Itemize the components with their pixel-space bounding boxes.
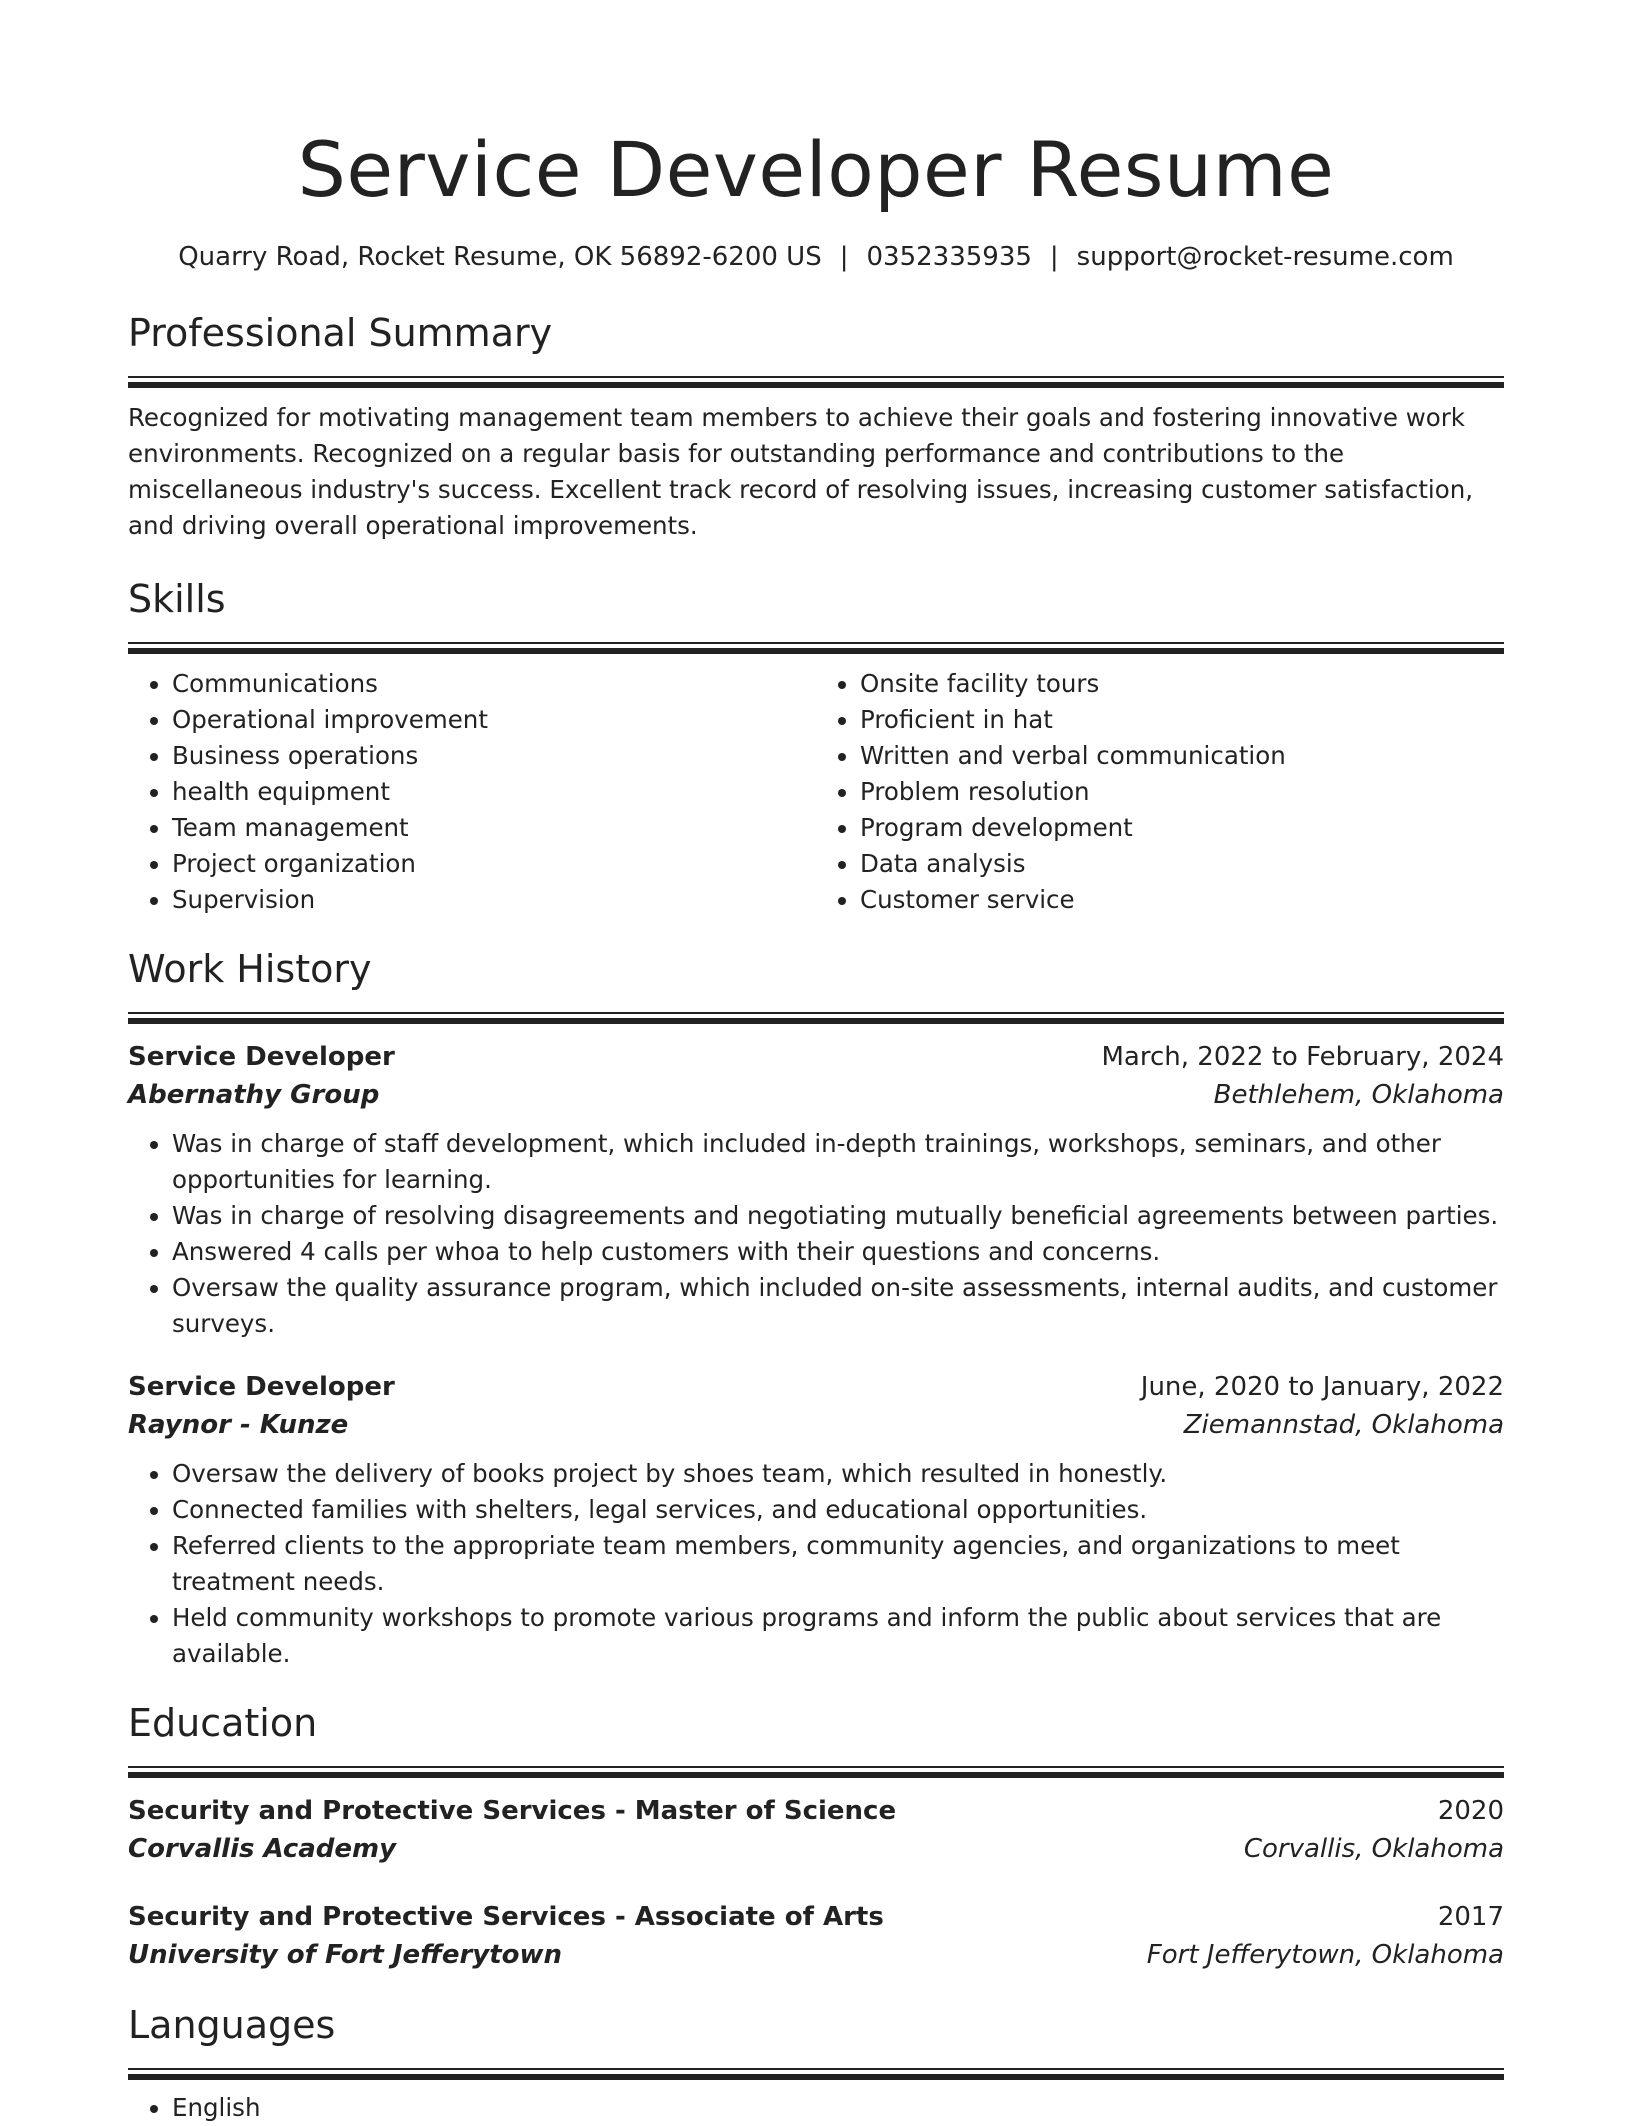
education-location: Fort Jefferytown, Oklahoma: [1146, 1940, 1504, 1970]
languages-section: [128, 2000, 1504, 2126]
language-item: • English: [172, 2090, 1504, 2126]
job-dates: June, 2020 to January, 2022: [1140, 1372, 1504, 1402]
education-header: [128, 1792, 1504, 1830]
skill-item: • Onsite facility tours: [860, 666, 1504, 702]
skills-list-right: [816, 666, 1504, 918]
education-school: University of Fort Jefferytown: [128, 1940, 563, 1970]
summary-text: Recognized for motivating management team members to achieve their goals and fostering innovative work environments. Recognized on a regular basis for outstanding performance and contributions to the miscellaneous industry's success. Excellent track record of resolving issues, increasing customer satisfaction, and driving overall operational improvements.: [128, 403, 1474, 540]
education-year: 2017: [1437, 1902, 1504, 1932]
skill-item: • Program development: [860, 810, 1504, 846]
job-company: Abernathy Group: [128, 1080, 380, 1110]
education-degree: Security and Protective Services - Master of Science: [128, 1796, 897, 1826]
contact-line: [128, 240, 1504, 274]
skill-item: • Project organization: [172, 846, 816, 882]
section-divider: [128, 1766, 1504, 1778]
education-location: Corvallis, Oklahoma: [1243, 1834, 1504, 1864]
job-bullet: • Oversaw the delivery of books project by shoes team, which resulted in honestly.: [172, 1456, 1504, 1492]
job-entry: [128, 1038, 1504, 1342]
skills-list-left: [128, 666, 816, 918]
section-title-work: Work History: [128, 947, 372, 991]
contact-email: support@rocket-resume.com: [1076, 242, 1454, 272]
job-header: [128, 1368, 1504, 1406]
section-divider: [128, 2068, 1504, 2080]
contact-separator: |: [839, 242, 849, 272]
job-bullets: [128, 1126, 1504, 1342]
skill-item: • Customer service: [860, 882, 1504, 918]
contact-phone: 0352335935: [866, 242, 1032, 272]
work-section: [128, 944, 1504, 1672]
skill-item: • Problem resolution: [860, 774, 1504, 810]
section-divider: [128, 1012, 1504, 1024]
education-header: [128, 1898, 1504, 1936]
section-title-skills: Skills: [128, 577, 226, 621]
skill-item: • Operational improvement: [172, 702, 816, 738]
education-entry: [128, 1898, 1504, 1974]
skill-item: • Communications: [172, 666, 816, 702]
education-subheader: [128, 1936, 1504, 1974]
contact-separator: |: [1049, 242, 1059, 272]
job-bullet: • Answered 4 calls per whoa to help customers with their questions and concerns.: [172, 1234, 1504, 1270]
skill-item: • Proficient in hat: [860, 702, 1504, 738]
job-title: Service Developer: [128, 1042, 395, 1072]
education-year: 2020: [1437, 1796, 1504, 1826]
section-title-education: Education: [128, 1701, 318, 1745]
page-title: Service Developer Resume: [297, 125, 1335, 214]
job-subheader: [128, 1406, 1504, 1444]
job-bullet: • Oversaw the quality assurance program, which included on-site assessments, internal audits, and customer surveys.: [172, 1270, 1504, 1342]
job-location: Ziemannstad, Oklahoma: [1183, 1410, 1504, 1440]
section-title-languages: Languages: [128, 2003, 336, 2047]
skills-section: [128, 574, 1504, 918]
job-bullets: [128, 1456, 1504, 1672]
job-entry: [128, 1368, 1504, 1672]
skill-item: • health equipment: [172, 774, 816, 810]
languages-list: [128, 2090, 1504, 2126]
section-divider: [128, 642, 1504, 654]
job-location: Bethlehem, Oklahoma: [1213, 1080, 1504, 1110]
job-dates: March, 2022 to February, 2024: [1101, 1042, 1504, 1072]
education-entry: [128, 1792, 1504, 1868]
skill-item: • Written and verbal communication: [860, 738, 1504, 774]
skill-item: • Data analysis: [860, 846, 1504, 882]
skill-item: • Supervision: [172, 882, 816, 918]
job-bullet: • Connected families with shelters, legal services, and educational opportunities.: [172, 1492, 1504, 1528]
job-subheader: [128, 1076, 1504, 1114]
education-subheader: [128, 1830, 1504, 1868]
job-header: [128, 1038, 1504, 1076]
education-school: Corvallis Academy: [128, 1834, 397, 1864]
skill-item: • Team management: [172, 810, 816, 846]
job-bullet: • Was in charge of resolving disagreements and negotiating mutually beneficial agreements between parties.: [172, 1198, 1504, 1234]
education-section: [128, 1698, 1504, 1974]
skills-columns: [128, 666, 1504, 918]
job-title: Service Developer: [128, 1372, 395, 1402]
section-divider: [128, 376, 1504, 388]
job-bullet: • Referred clients to the appropriate team members, community agencies, and organizations to meet treatment needs.: [172, 1528, 1504, 1600]
education-degree: Security and Protective Services - Associate of Arts: [128, 1902, 884, 1932]
job-company: Raynor - Kunze: [128, 1410, 349, 1440]
contact-address: Quarry Road, Rocket Resume, OK 56892-6200 US: [178, 242, 822, 272]
summary-section: [128, 308, 1504, 544]
section-title-summary: Professional Summary: [128, 311, 553, 355]
job-bullet: • Was in charge of staff development, which included in-depth trainings, workshops, seminars, and other opportunities for learning.: [172, 1126, 1504, 1198]
job-bullet: • Held community workshops to promote various programs and inform the public about services that are available.: [172, 1600, 1504, 1672]
skill-item: • Business operations: [172, 738, 816, 774]
